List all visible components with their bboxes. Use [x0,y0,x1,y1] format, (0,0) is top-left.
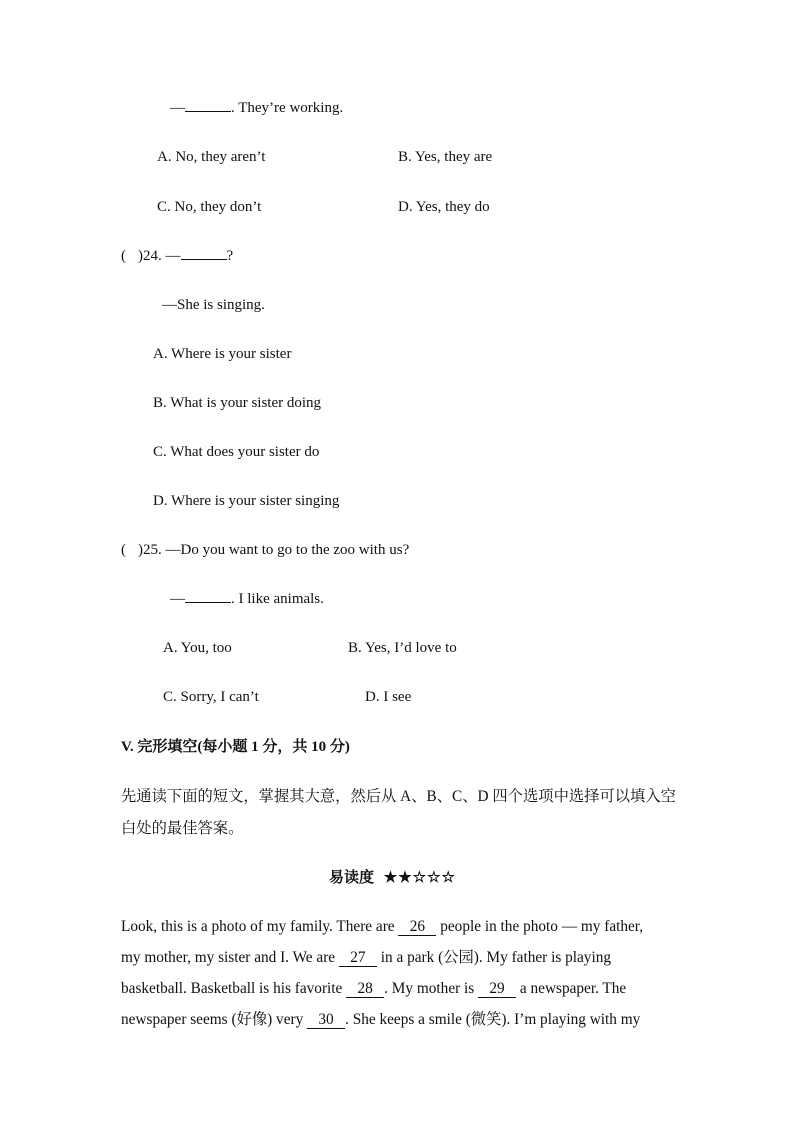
q25-question: 25. —Do you want to go to the zoo with us? [143,542,410,558]
passage-line [121,911,681,942]
instruction-line-2: 白处的最佳答案。 [121,820,244,837]
q25-answer-prefix: — [170,591,185,607]
q23-answer-prefix: — [170,100,185,116]
passage-text: . She keeps a smile (微笑). I’m playing with my [345,1011,641,1028]
blank-26: 26 [398,918,436,936]
q25-option-d: D. I see [365,689,412,705]
q24-option-d: D. Where is your sister singing [153,493,340,509]
q25-answer-blank [185,602,231,603]
passage-text: my mother, my sister and I. We are [121,949,339,966]
q24-bracket-close: ) [138,248,143,264]
q24-question-suffix: ? [226,248,234,264]
q25-option-c: C. Sorry, I can’t [163,689,259,705]
passage-text: a newspaper. The [516,980,627,997]
q24-bracket-open: ( [121,248,126,264]
q23-option-d: D. Yes, they do [398,199,490,215]
q25-bracket-close: ) [138,542,143,558]
blank-29: 29 [478,980,516,998]
q24-answer: —She is singing. [162,297,265,313]
difficulty-rating [329,868,456,888]
q25-option-a: A. You, too [163,640,232,656]
q23-option-a: A. No, they aren’t [157,149,266,165]
passage-text: Look, this is a photo of my family. There are [121,918,399,935]
q25-bracket-open: ( [121,542,126,558]
blank-28: 28 [346,980,384,998]
passage-text: people in the photo — my father, [436,918,644,935]
difficulty-stars-icon: ★★☆☆☆ [383,870,457,886]
blank-30: 30 [307,1011,345,1029]
q24-question-line [121,246,233,266]
q24-question-blank [181,259,227,260]
passage [121,911,681,1035]
q23-answer-suffix: . They’re working. [231,100,344,116]
q24-option-a: A. Where is your sister [153,346,292,362]
q23-option-c: C. No, they don’t [157,199,262,215]
passage-text: basketball. Basketball is his favorite [121,980,347,997]
q25-answer-line [170,589,324,609]
difficulty-label: 易读度 [329,870,375,886]
q23-answer-line [170,98,343,118]
passage-line [121,942,681,973]
passage-text: newspaper seems (好像) very [121,1011,308,1028]
q24-option-b: B. What is your sister doing [153,395,322,411]
blank-27: 27 [339,949,377,967]
q24-number: 24. — [143,248,181,264]
passage-text: . My mother is [384,980,479,997]
q23-option-b: B. Yes, they are [398,149,493,165]
q24-option-c: C. What does your sister do [153,444,320,460]
q25-option-b: B. Yes, I’d love to [348,640,457,656]
passage-line [121,973,681,1004]
q25-answer-suffix: . I like animals. [231,591,324,607]
q23-answer-blank [185,111,231,112]
q25-question-line [121,540,409,560]
passage-line [121,1004,681,1035]
instruction-line-1: 先通读下面的短文，掌握其大意，然后从 A、B、C、D 四个选项中选择可以填入空 [121,788,676,805]
passage-text: in a park (公园). My father is playing [376,949,611,966]
section-heading: V. 完形填空(每小题 1 分，共 10 分) [121,739,350,755]
